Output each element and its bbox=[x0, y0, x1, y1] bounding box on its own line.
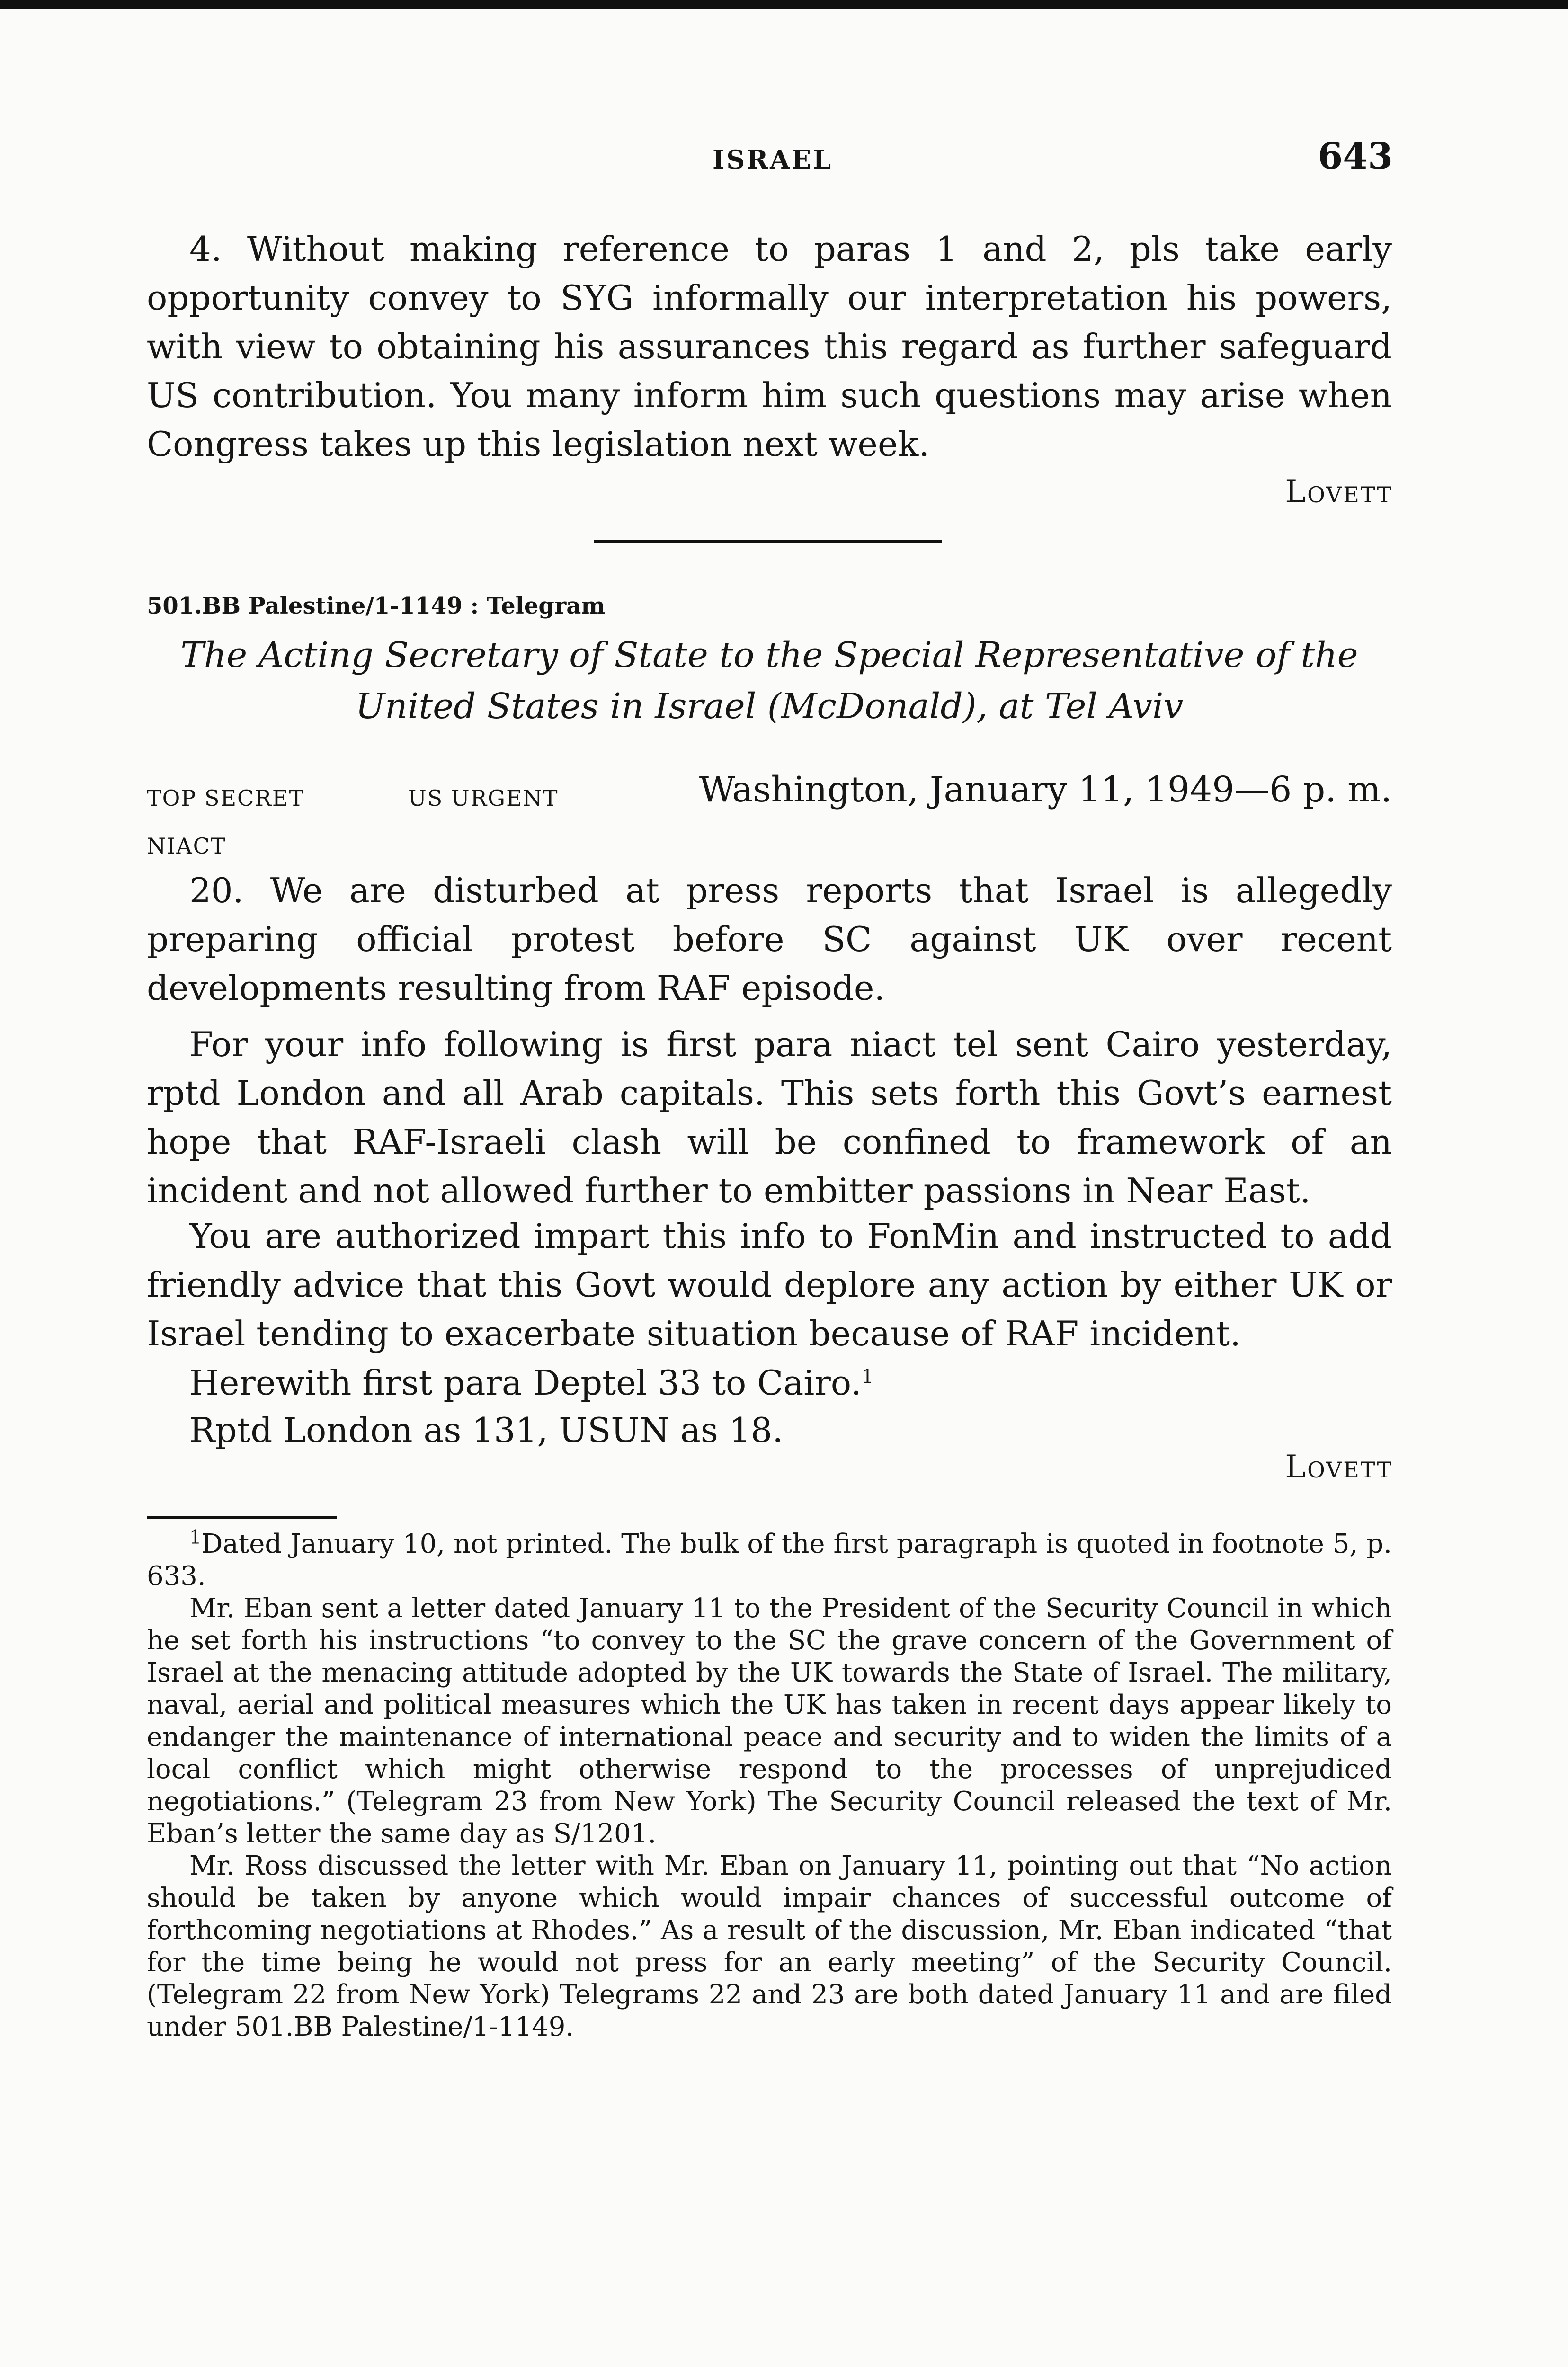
footnote-paragraph-2: Mr. Eban sent a letter dated January 11 to the President of the Security Council in which he set forth his instructions “to convey to the SC the grave concern of the Government of Israel at the menacing attitude adopted by the UK towards the State of Israel. The military, naval, aerial and political measures which the UK has taken in recent days appear likely to endanger the maintenance of international peace and security and to widen the limits of a local conflict which might otherwise respond to the processes of unprejudiced negotiations.” (Telegram 23 from New York) The Security Council released the text of Mr. Eban’s letter the same day as S/1201. bbox=[147, 1593, 1392, 1849]
footnote-paragraph-3: Mr. Ross discussed the letter with Mr. Eban on January 11, pointing out that “No action should be taken by anyone which would impair chances of successful outcome of forthcoming negotiations at Rhodes.” As a result of the discussion, Mr. Eban indicated “that for the time being he would not press for an early meeting” of the Security Council. (Telegram 22 from New York) Telegrams 22 and 23 are both dated January 11 and are filed under 501.BB Palestine/1-1149. bbox=[147, 1851, 1392, 2042]
handling-indicator: NIACT bbox=[147, 833, 226, 859]
continued-paragraph: 4. Without making reference to paras 1 and 2, pls take early opportunity convey to SYG informally our interpretation his powers, with view to obtaining his assurances this regard as further safeguard US contribution. You many inform him such questions may arise when Congress takes up this legislation next week. bbox=[147, 229, 1392, 464]
classification: TOP SECRET bbox=[147, 785, 305, 811]
footnotes bbox=[147, 1528, 1392, 2043]
footnote-1 bbox=[147, 1528, 1392, 1593]
page-number: 643 bbox=[1318, 135, 1393, 177]
document-title-line-2: United States in Israel (McDonald), at Tel Aviv bbox=[355, 686, 1184, 727]
file-reference: 501.BB Palestine/1-1149 : Telegram bbox=[147, 593, 606, 619]
footnote-reference: 1 bbox=[861, 1366, 874, 1388]
deptel-line bbox=[147, 1359, 1392, 1407]
body-paragraph: For your info following is first para niact tel sent Cairo yesterday, rptd London and all Arab capitals. This sets forth this Govt’s earnest hope that RAF-Israeli clash will be confined to framework of an incident and not allowed further to embitter passions in Near East. bbox=[147, 1024, 1392, 1210]
previous-signature: Lovett bbox=[1285, 473, 1393, 510]
section-divider bbox=[594, 540, 942, 543]
running-head: ISRAEL bbox=[713, 144, 833, 175]
signature: Lovett bbox=[1285, 1449, 1393, 1485]
repeat-line: Rptd London as 131, USUN as 18. bbox=[189, 1410, 784, 1450]
dateline: Washington, January 11, 1949—6 p. m. bbox=[699, 769, 1392, 810]
page-top-edge bbox=[0, 0, 1568, 9]
footnote-rule bbox=[147, 1516, 337, 1519]
telegram-header bbox=[147, 769, 1392, 812]
deptel-text: Herewith first para Deptel 33 to Cairo. bbox=[189, 1363, 862, 1403]
footnote-marker: 1 bbox=[189, 1526, 202, 1548]
document-title-line-1: The Acting Secretary of State to the Special Representative of the bbox=[180, 635, 1358, 676]
body-paragraph: You are authorized impart this info to FonMin and instructed to add friendly advice that this Govt would deplore any action by either UK or Israel tending to exacerbate situation because of RAF incident. bbox=[147, 1216, 1392, 1353]
footnote-1-text: Dated January 10, not printed. The bulk of the first paragraph is quoted in footnote 5, p. 633. bbox=[147, 1529, 1392, 1592]
body-paragraph: 20. We are disturbed at press reports that Israel is allegedly preparing official protest before SC against UK over recent developments resulting from RAF episode. bbox=[147, 871, 1392, 1008]
document-title bbox=[147, 630, 1392, 732]
precedence: US URGENT bbox=[408, 785, 559, 811]
